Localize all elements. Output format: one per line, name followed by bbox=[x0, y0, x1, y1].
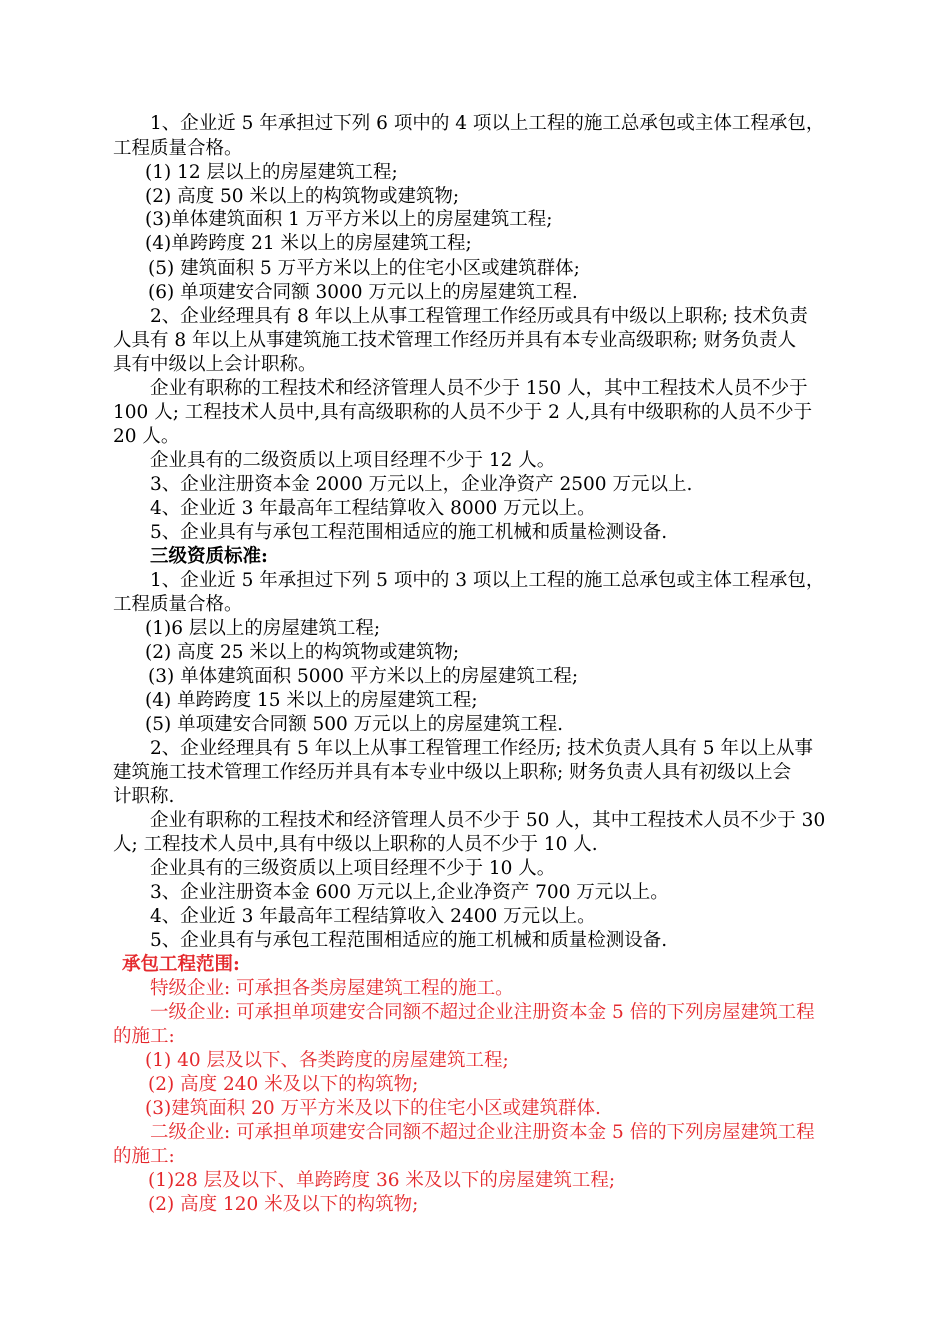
section-heading: 承包工程范围: bbox=[122, 954, 240, 975]
text-line: 企业具有的二级资质以上项目经理不少于 12 人。 bbox=[150, 450, 556, 471]
text-line: 企业有职称的工程技术和经济管理人员不少于 50 人，其中工程技术人员不少于 30 bbox=[150, 810, 826, 831]
text-line: 4、企业近 3 年最高年工程结算收入 2400 万元以上。 bbox=[150, 906, 596, 927]
text-line: (2) 高度 50 米以上的构筑物或建筑物; bbox=[145, 186, 460, 207]
text-line: 一级企业: 可承担单项建安合同额不超过企业注册资本金 5 倍的下列房屋建筑工程 bbox=[150, 1002, 815, 1023]
text-line: (5) 建筑面积 5 万平方米以上的住宅小区或建筑群体; bbox=[148, 258, 580, 279]
text-line: 的施工: bbox=[113, 1026, 175, 1047]
text-line: 人; 工程技术人员中,具有中级以上职称的人员不少于 10 人. bbox=[113, 834, 598, 855]
text-line: (1) 40 层及以下、各类跨度的房屋建筑工程; bbox=[145, 1050, 509, 1071]
text-line: (3) 单体建筑面积 5000 平方米以上的房屋建筑工程; bbox=[148, 666, 579, 687]
text-line: 工程质量合格。 bbox=[113, 138, 243, 159]
text-line: (1)6 层以上的房屋建筑工程; bbox=[145, 618, 381, 639]
text-line: 5、企业具有与承包工程范围相适应的施工机械和质量检测设备. bbox=[150, 930, 668, 951]
text-line: (3)单体建筑面积 1 万平方米以上的房屋建筑工程; bbox=[145, 209, 553, 230]
text-line: (2) 高度 25 米以上的构筑物或建筑物; bbox=[145, 642, 460, 663]
text-line: 计职称. bbox=[113, 786, 175, 807]
text-line: 1、企业近 5 年承担过下列 6 项中的 4 项以上工程的施工总承包或主体工程承包， bbox=[150, 113, 825, 134]
text-line: 建筑施工技术管理工作经历并具有本专业中级以上职称; 财务负责人具有初级以上会 bbox=[113, 762, 792, 783]
text-line: 3、企业注册资本金 2000 万元以上，企业净资产 2500 万元以上. bbox=[150, 474, 693, 495]
text-line: 工程质量合格。 bbox=[113, 594, 243, 615]
text-line: (5) 单项建安合同额 500 万元以上的房屋建筑工程. bbox=[145, 714, 564, 735]
text-line: 企业具有的三级资质以上项目经理不少于 10 人。 bbox=[150, 858, 556, 879]
text-line: 3、企业注册资本金 600 万元以上,企业净资产 700 万元以上。 bbox=[150, 882, 669, 903]
text-line: 20 人。 bbox=[113, 426, 180, 447]
text-line: 企业有职称的工程技术和经济管理人员不少于 150 人，其中工程技术人员不少于 bbox=[150, 378, 808, 399]
text-line: (4)单跨跨度 21 米以上的房屋建筑工程; bbox=[145, 233, 472, 254]
text-line: (6) 单项建安合同额 3000 万元以上的房屋建筑工程. bbox=[148, 282, 578, 303]
text-line: 的施工: bbox=[113, 1146, 175, 1167]
text-line: 100 人; 工程技术人员中,具有高级职称的人员不少于 2 人,具有中级职称的人员不少于 bbox=[113, 402, 813, 423]
text-line: (3)建筑面积 20 万平方米及以下的住宅小区或建筑群体. bbox=[145, 1098, 601, 1119]
text-line: 人具有 8 年以上从事建筑施工技术管理工作经历并具有本专业高级职称; 财务负责人 bbox=[113, 330, 797, 351]
text-line: 二级企业: 可承担单项建安合同额不超过企业注册资本金 5 倍的下列房屋建筑工程 bbox=[150, 1122, 815, 1143]
text-line: (1)28 层及以下、单跨跨度 36 米及以下的房屋建筑工程; bbox=[148, 1170, 616, 1191]
text-line: (1) 12 层以上的房屋建筑工程; bbox=[145, 162, 398, 183]
section-heading: 三级资质标准: bbox=[150, 546, 268, 567]
text-line: 1、企业近 5 年承担过下列 5 项中的 3 项以上工程的施工总承包或主体工程承包， bbox=[150, 570, 825, 591]
text-line: 2、企业经理具有 5 年以上从事工程管理工作经历; 技术负责人具有 5 年以上从事 bbox=[150, 738, 813, 759]
text-line: 具有中级以上会计职称。 bbox=[113, 354, 317, 375]
text-line: 特级企业: 可承担各类房屋建筑工程的施工。 bbox=[150, 978, 514, 999]
text-line: (2) 高度 240 米及以下的构筑物; bbox=[148, 1074, 419, 1095]
text-line: (4) 单跨跨度 15 米以上的房屋建筑工程; bbox=[145, 690, 478, 711]
text-line: 4、企业近 3 年最高年工程结算收入 8000 万元以上。 bbox=[150, 498, 596, 519]
text-line: 5、企业具有与承包工程范围相适应的施工机械和质量检测设备. bbox=[150, 522, 668, 543]
text-line: (2) 高度 120 米及以下的构筑物; bbox=[148, 1194, 419, 1215]
text-line: 2、企业经理具有 8 年以上从事工程管理工作经历或具有中级以上职称; 技术负责 bbox=[150, 306, 808, 327]
